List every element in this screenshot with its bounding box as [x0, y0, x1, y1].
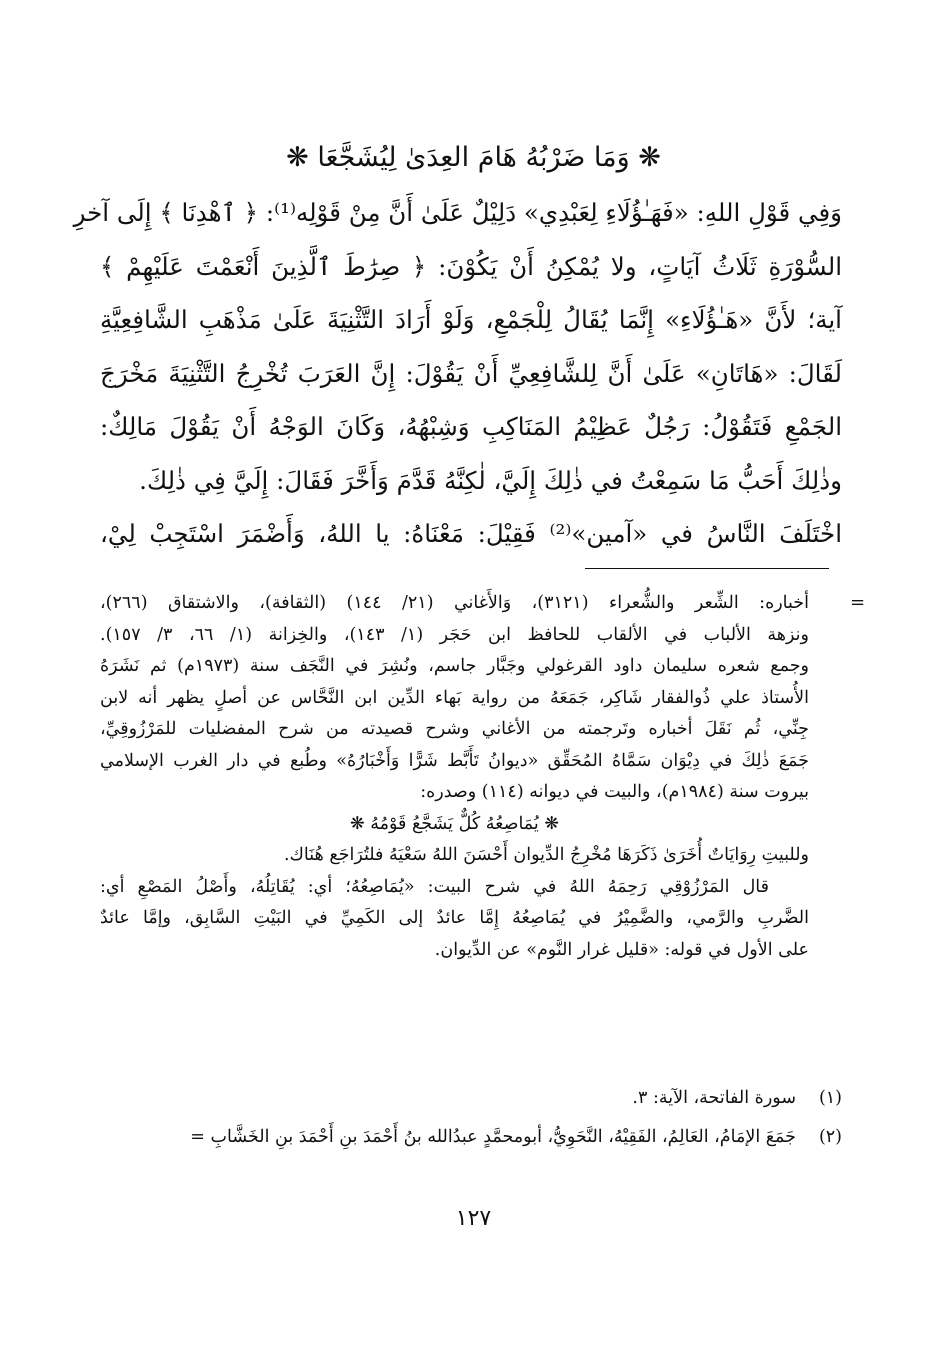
footnote-number: (٢): [818, 1127, 842, 1147]
footnote-text: جَمَعَ الإمَامُ، العَالِمُ، الفَقِيْهُ، النَّحَوِيُّ، أبومحمَّدٍ عبدُالله بنُ أَحْمَدَ بنِ أَحْمَدَ بنِ الخَشَّابِ =: [190, 1127, 796, 1147]
footnote-2: [100, 1122, 842, 1154]
main-text-line: السُّوْرَةِ ثَلَاثُ آيَاتٍ، ولا يُمْكِنُ أَنْ يَكُوْنَ: ﴿ صِرَٰطَ ٱلَّذِينَ أَنْعَمْتَ عَلَيْهِمْ ﴾: [100, 251, 842, 281]
footnote-1: [100, 1083, 842, 1115]
footnote-line: أخباره: الشِّعر والشُّعراء (٣١٢١)، وَالأَغاني (٢١/ ١٤٤) (الثقافة)، والاشتقاق (٢٦٦)،: [100, 593, 809, 613]
footnote-line: وللبيتِ رِوَايَاتٌ أُخَرَىٰ ذَكَرَهَا مُخْرِجُ الدِّيوان أَحْسَنَ اللهُ سَعْيَهُ فلتُرَاجَع هُنَاك.: [283, 845, 809, 865]
footnote-number: (١): [818, 1088, 842, 1108]
footnote-continuation-text: [100, 588, 809, 966]
main-text-line: آية؛ لأَنَّ «هَـٰؤُلَاءِ» إِنَّمَا يُقَالُ لِلْجَمْعِ، وَلَوْ أَرَادَ التَّثْنِيَةَ عَلَىٰ مَذْهَبِ الشَّافِعِيَّةِ: [100, 305, 842, 334]
footnote-line: قال المَرْزُوْقِي رَحِمَهُ اللهُ في شرح البيت: «يُمَاصِعُهُ؛ أي: يُقَاتِلُهُ، وأَصْلُ المَصْعِ أي:: [100, 876, 769, 897]
footnote-line: الضَّربِ والرَّمي، والضَّمِيْرُ في يُمَاصِعُهُ إِمَّا عائدٌ إلى الكَمِيِّ في البَيْتِ السَّابِق، وإمَّا عائدٌ: [100, 908, 809, 928]
footnote-verse: ❋ يُمَاصِعُهُ كُلٌّ يَشَجَّعُ قَوْمُهُ ❋: [350, 813, 559, 834]
main-text-line: وَفِي قَوْلِ اللهِ: «فَهَـٰؤُلَاءِ لِعَبْدِي» دَلِيْلٌ عَلَىٰ أَنَّ مِنْ قَوْلِه⁽¹⁾: ﴿ ٱهْدِنَا ﴾ إِلَى آخرِ: [73, 198, 842, 227]
main-text: [73, 186, 842, 561]
main-text-line: وذٰلِكَ أَحَبُّ مَا سَمِعْتُ في ذٰلِكَ إِلَيَّ، لٰكِنَّهُ قَدَّمَ وَأَخَّرَ فَقَالَ: إِلَيَّ فِي ذٰلِكَ.: [139, 465, 842, 495]
footnote-line: جِنِّي، ثُم نَقَلَ أخباره وتَرجمته من الأغاني وشرح قصيدته من شرح المفضليات للمَرْزُوقِيِّ،: [100, 719, 809, 739]
footnote-line: على الأول في قوله: «قليل غرار النَّوم» عن الدِّيوان.: [434, 939, 809, 960]
footnote-separator: [585, 568, 829, 569]
footnote-continuation-mark: =: [850, 592, 866, 613]
footnote-line: وجمع شعره سليمان داود القرغولي وجَبَّار جاسم، ونُشِرَ في النَّجَف سنة (١٩٧٣م) ثم نَشَرَهُ: [100, 656, 809, 676]
footnote-line: الأُستاذ علي ذُوالفقار شَاكِر، جَمَعَهُ من رواية بَهاء الدِّين ابن النَّحَّاس عن أصلٍ يظهر أنه لابن: [100, 687, 809, 708]
footnote-line: ونزهة الألباب في الألقاب للحافظ ابن حَجَر (١/ ١٤٣)، والخِزانة (١/ ٦٦، ٣/ ١٥٧).: [100, 624, 809, 645]
page-number: ١٢٧: [455, 1206, 492, 1231]
footnote-text: سورة الفاتحة، الآية: ٣.: [632, 1088, 796, 1108]
footnote-line: جَمَعَ ذٰلِكَ في دِيْوَان سَمَّاهُ المُحَقِّق «ديوانُ تَأَبَّط شَرًّا وَأَخْبَارُهُ» وطُبع في دار الغرب الإسلامي: [100, 750, 809, 771]
footnote-line: بيروت سنة (١٩٨٤م)، والبيت في ديوانه (١١٤) وصدره:: [420, 782, 809, 802]
poetry-verse: ❋ وَمَا ضَرْبُهُ هَامَ العِدَىٰ لِيُشَجَّعَا ❋: [286, 142, 661, 173]
main-text-line: الجَمْعِ فَتَقُوْلُ: رَجُلٌ عَظِيْمُ المَنَاكِبِ وَشِبْهُهُ، وَكَانَ الوَجْهُ أَنْ يَقُوْلَ مَالِكٌ:: [100, 412, 842, 441]
main-text-line: اخْتَلَفَ النَّاسُ في «آمين»⁽²⁾ فَقِيْلَ: مَعْنَاهُ: يا اللهُ، وَأَضْمَرَ اسْتَجِبْ لِيْ،: [100, 519, 842, 548]
main-text-line: لَقَالَ: «هَاتَانِ» عَلَىٰ أَنَّ لِلشَّافِعِيِّ أَنْ يَقُوْلَ: إِنَّ العَرَبَ تُخْرِجُ التَّثْنِيَةَ مَخْرَجَ: [100, 358, 842, 388]
